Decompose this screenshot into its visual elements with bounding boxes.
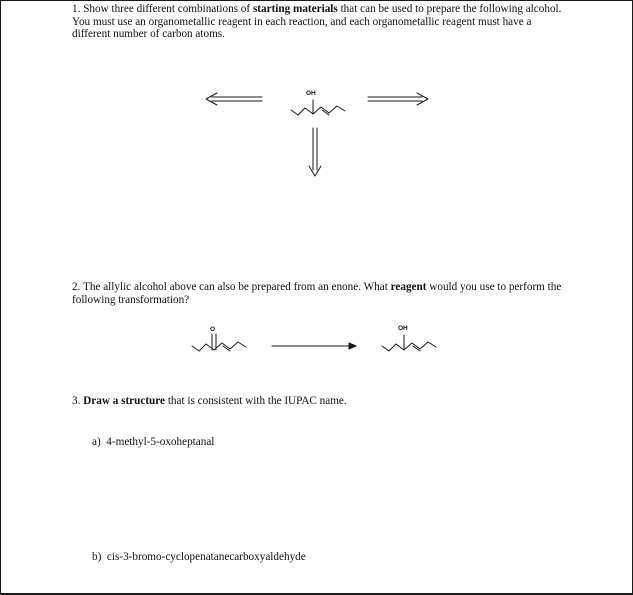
question-3-bold: Draw a structure: [83, 395, 166, 407]
subquestion-b-name: cis-3-bromo-cyclopenatanecarboxyaldehyde: [106, 551, 306, 563]
enone-oxygen-label: O: [210, 326, 216, 333]
question-3: [72, 395, 572, 408]
product-oh-label: OH: [398, 325, 408, 332]
subquestion-b-label: b): [92, 551, 102, 563]
enone-skeleton: [192, 334, 246, 351]
question-2-number: 2.: [72, 281, 81, 293]
subquestion-a-label: a): [92, 436, 101, 448]
question-1-text-a: Show three different combinations of: [83, 3, 251, 15]
product-skeleton: [382, 335, 436, 351]
question-3-number: 3.: [72, 395, 81, 407]
question-1-number: 1.: [72, 3, 81, 15]
question-2-text-b: would you use to perform the following transformation?: [72, 281, 562, 306]
retro-arrow-down: [309, 128, 321, 176]
retro-arrow-right: [368, 93, 428, 105]
question-1-text-b: that can be used to prepare the following alcohol. You must use an organometallic reagent in each reaction, and each organometallic reagent must have a different number of carbon atoms.: [72, 3, 562, 41]
subquestion-b: [92, 551, 306, 564]
question-1-bold: starting materials: [252, 3, 338, 15]
reaction-arrow: [272, 343, 356, 349]
subquestion-a: [92, 436, 214, 449]
question-3-text-b: that is consistent with the IUPAC name.: [167, 395, 347, 407]
question-2-bold: reagent: [390, 281, 427, 293]
question-2-text-a: The allylic alcohol above can also be prepared from an enone. What: [83, 281, 388, 293]
alcohol-oh-label: OH: [306, 90, 316, 97]
retro-arrow-left: [206, 93, 262, 105]
alcohol-skeleton: [291, 100, 345, 115]
question-2: [72, 281, 572, 306]
subquestion-a-name: 4-methyl-5-oxoheptanal: [106, 436, 215, 448]
